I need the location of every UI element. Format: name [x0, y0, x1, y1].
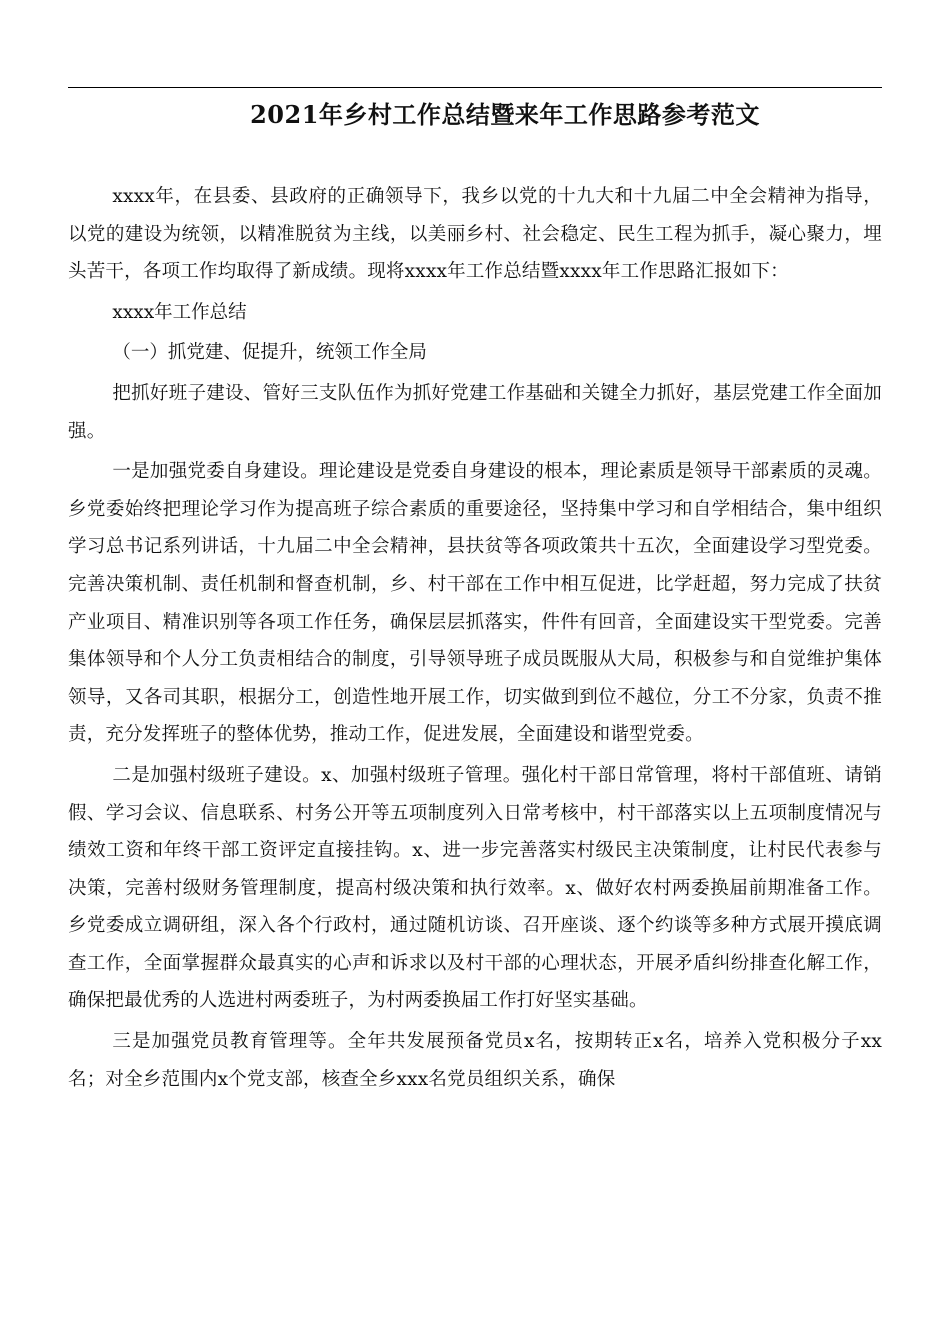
body-paragraph: 一是加强党委自身建设。理论建设是党委自身建设的根本，理论素质是领导干部素质的灵魂。乡党委始终把理论学习作为提高班子综合素质的重要途径，坚持集中学习和自学相结合，集中组织学习总书记系列讲话，十九届二中全会精神，县扶贫等各项政策共十五次，全面建设学习型党委。完善决策机制、责任机制和督查机制，乡、村干部在工作中相互促进，比学赶超，努力完成了扶贫产业项目、精准识别等各项工作任务，确保层层抓落实，件件有回音，全面建设实干型党委。完善集体领导和个人分工负责相结合的制度，引导领导班子成员既服从大局，积极参与和自觉维护集体领导，又各司其职，根据分工，创造性地开展工作，切实做到到位不越位，分工不分家，负责不推责，充分发挥班子的整体优势，推动工作，促进发展，全面建设和谐型党委。: [68, 461, 882, 746]
subsection-heading: （一）抓党建、促提升，统领工作全局: [112, 342, 427, 364]
intro-paragraph: xxxx年，在县委、县政府的正确领导下，我乡以党的十九大和十九届二中全会精神为指导，以党的建设为统领，以精准脱贫为主线，以美丽乡村、社会稳定、民生工程为抓手，凝心聚力，埋头苦干，各项工作均取得了新成绩。现将xxxx年工作总结暨xxxx年工作思路汇报如下：: [68, 186, 882, 283]
section-heading: xxxx年工作总结: [112, 301, 247, 323]
body-paragraph: 二是加强村级班子建设。x、加强村级班子管理。强化村干部日常管理，将村干部值班、请销假、学习会议、信息联系、村务公开等五项制度列入日常考核中，村干部落实以上五项制度情况与绩效工资和年终干部工资评定直接挂钩。x、进一步完善落实村级民主决策制度，让村民代表参与决策，完善村级财务管理制度，提高村级决策和执行效率。x、做好农村两委换届前期准备工作。乡党委成立调研组，深入各个行政村，通过随机访谈、召开座谈、逐个约谈等多种方式展开摸底调查工作，全面掌握群众最真实的心声和诉求以及村干部的心理状态，开展矛盾纠纷排查化解工作，确保把最优秀的人选进村两委班子，为村两委换届工作打好坚实基础。: [68, 764, 882, 1012]
document-title: 2021年乡村工作总结暨来年工作思路参考范文: [250, 100, 760, 129]
document-body: [68, 178, 882, 1101]
header-rule: [68, 87, 882, 88]
body-paragraph: 三是加强党员教育管理等。全年共发展预备党员x名，按期转正x名，培养入党积极分子xx名；对全乡范围内x个党支部，核查全乡xxx名党员组织关系，确保: [68, 1031, 882, 1090]
body-paragraph: 把抓好班子建设、管好三支队伍作为抓好党建工作基础和关键全力抓好，基层党建工作全面加强。: [68, 382, 882, 442]
